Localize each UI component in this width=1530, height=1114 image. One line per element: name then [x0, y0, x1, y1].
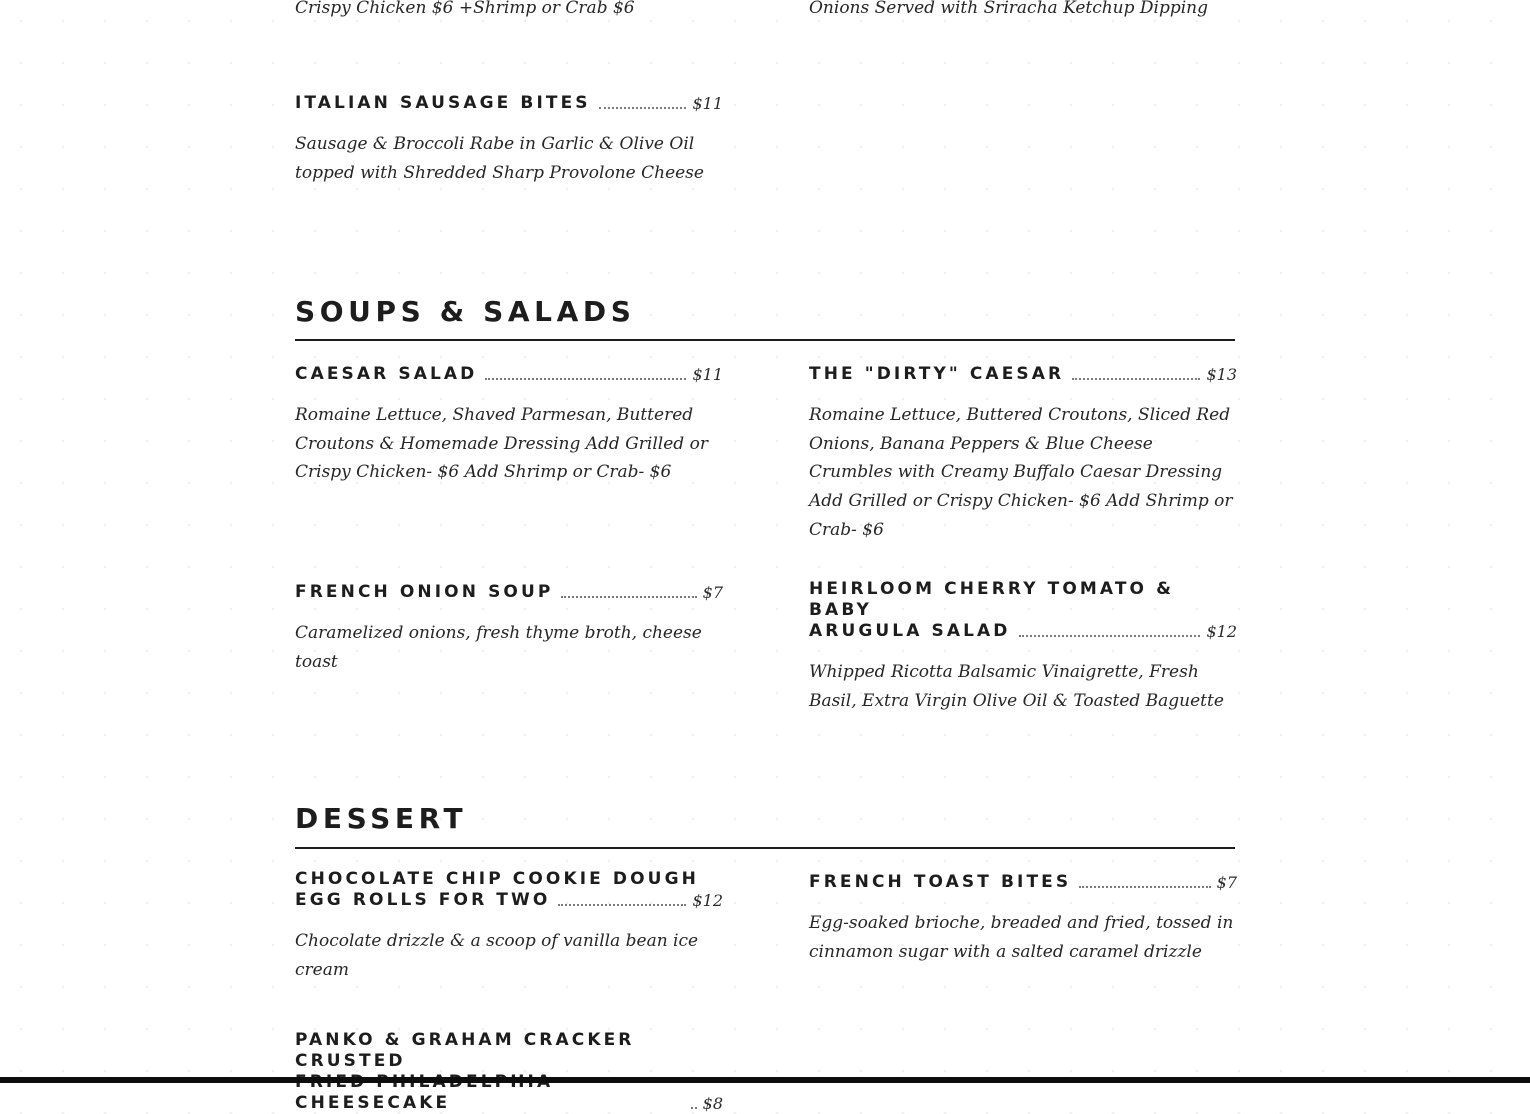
bottom-bar: [0, 1077, 1530, 1083]
menu-item-french-toast-bites: [809, 872, 1237, 966]
item-price: $7: [1216, 873, 1237, 892]
dot-leader: [599, 107, 687, 109]
dot-leader: [691, 1107, 697, 1109]
item-price: $8: [702, 1094, 723, 1113]
item-name: FRENCH ONION SOUP: [295, 582, 554, 602]
item-price: $12: [1206, 622, 1237, 641]
item-description: Romaine Lettuce, Buttered Croutons, Sliced Red Onions, Banana Peppers & Blue Cheese Crumbles with Creamy Buffalo Caesar Dressing Add Grilled or Crispy Chicken- $6 Add Shrimp or Crab- $6: [809, 405, 1233, 540]
menu-item-french-onion-soup: [295, 582, 723, 676]
dot-leader: [1019, 635, 1201, 637]
section-title-soups-salads: SOUPS & SALADS: [295, 295, 636, 328]
item-name-line1: PANKO & GRAHAM CRACKER CRUSTED: [295, 1030, 635, 1071]
item-price: $7: [702, 583, 723, 602]
menu-item-fried-cheesecake: [295, 1030, 723, 1114]
menu-item-caesar-salad: [295, 364, 723, 487]
menu-item-heirloom-tomato-salad: [809, 579, 1237, 715]
dot-leader: [1079, 886, 1210, 888]
item-name-line1: HEIRLOOM CHERRY TOMATO & BABY: [809, 579, 1175, 620]
item-name: THE "DIRTY" CAESAR: [809, 364, 1065, 384]
previous-item-description-left: Crispy Chicken $6 +Shrimp or Crab $6: [295, 0, 635, 18]
menu-item-italian-sausage-bites: [295, 93, 723, 187]
item-description: Whipped Ricotta Balsamic Vinaigrette, Fresh Basil, Extra Virgin Olive Oil & Toasted Baguette: [809, 662, 1224, 711]
dot-leader: [558, 904, 686, 906]
item-description: Egg-soaked brioche, breaded and fried, tossed in cinnamon sugar with a salted caramel drizzle: [809, 913, 1234, 962]
item-description: Sausage & Broccoli Rabe in Garlic & Olive Oil topped with Shredded Sharp Provolone Cheese: [295, 134, 704, 183]
item-name-line2: CHEESECAKE: [295, 1093, 451, 1113]
item-price: $11: [692, 365, 723, 384]
previous-item-description-right: Onions Served with Sriracha Ketchup Dipping: [809, 0, 1209, 18]
dot-leader: [561, 596, 696, 598]
section-divider: [295, 847, 1235, 849]
item-price: $13: [1206, 365, 1237, 384]
item-description: Romaine Lettuce, Shaved Parmesan, Buttered Croutons & Homemade Dressing Add Grilled or Crispy Chicken- $6 Add Shrimp or Crab- $6: [295, 405, 708, 483]
item-name: CAESAR SALAD: [295, 364, 478, 384]
menu-item-cookie-dough-egg-rolls: [295, 869, 723, 984]
item-name: ITALIAN SAUSAGE BITES: [295, 93, 591, 113]
item-name-line2: ARUGULA SALAD: [809, 621, 1011, 641]
item-price: $12: [692, 891, 723, 910]
item-description: Caramelized onions, fresh thyme broth, cheese toast: [295, 623, 702, 672]
dot-leader: [1072, 378, 1200, 380]
section-divider: [295, 339, 1235, 341]
menu-item-dirty-caesar: [809, 364, 1237, 545]
item-name-line1: CHOCOLATE CHIP COOKIE DOUGH: [295, 869, 699, 889]
item-name: FRENCH TOAST BITES: [809, 872, 1072, 892]
item-name-line2: EGG ROLLS FOR TWO: [295, 890, 551, 910]
section-title-dessert: DESSERT: [295, 802, 468, 835]
item-price: $11: [692, 94, 723, 113]
item-description: Chocolate drizzle & a scoop of vanilla bean ice cream: [295, 931, 699, 980]
dot-leader: [485, 378, 686, 380]
